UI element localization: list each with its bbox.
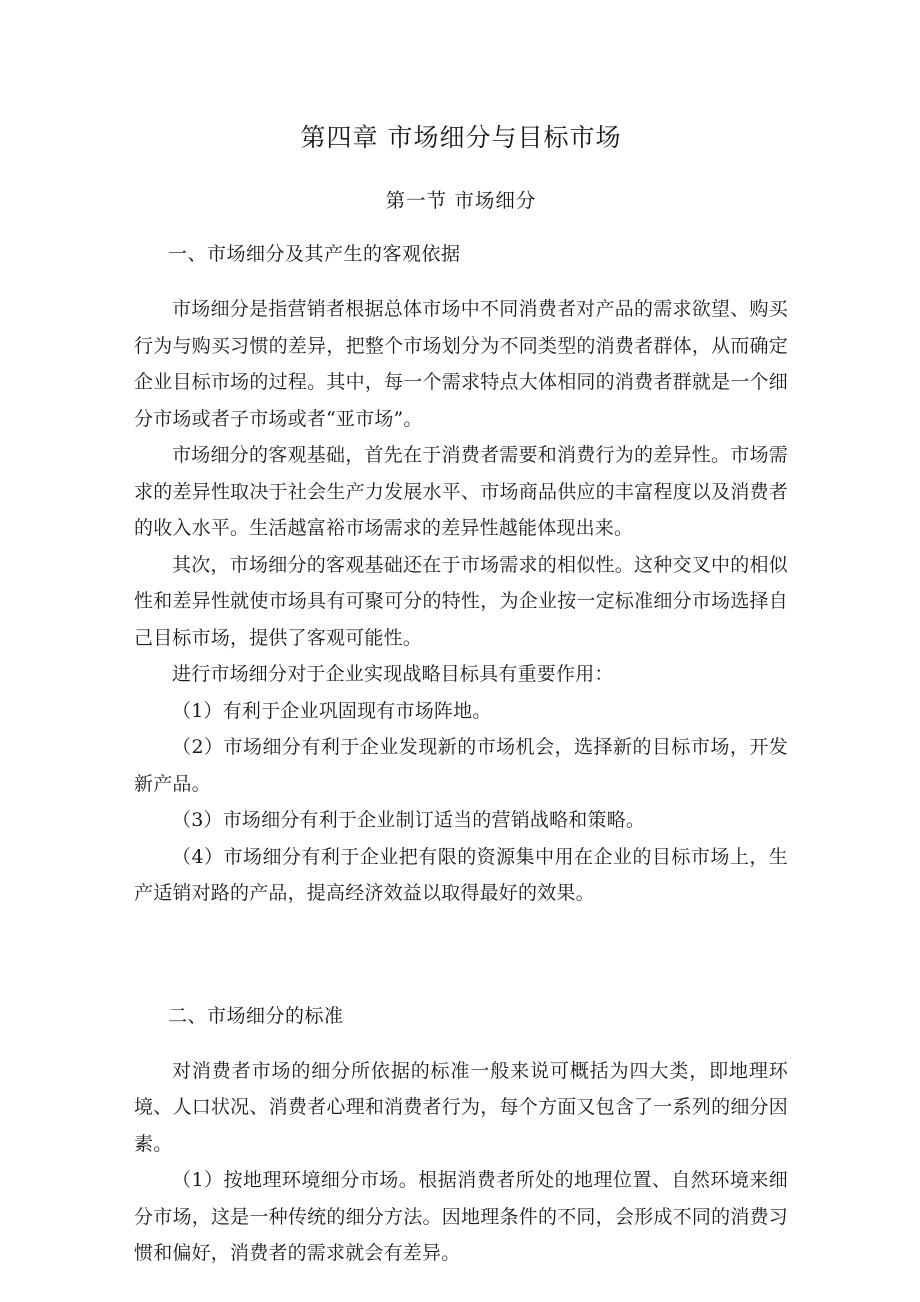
paragraph: 其次，市场细分的客观基础还在于市场需求的相似性。这种交叉中的相似性和差异性就使市场具有可聚可分的特性，为企业按一定标准细分市场选择自己目标市场，提供了客观可能性。: [134, 553, 788, 649]
paragraph: 对消费者市场的细分所依据的标准一般来说可概括为四大类，即地理环境、人口状况、消费者心理和消费者行为，每个方面又包含了一系列的细分因素。: [134, 1059, 788, 1155]
paragraph: 进行市场细分对于企业实现战略目标具有重要作用：: [172, 663, 614, 685]
list-item: （4）市场细分有利于企业把有限的资源集中用在企业的目标市场上，生产适销对路的产品，提高经济效益以取得最好的效果。: [134, 845, 788, 904]
section-heading-2: 二、市场细分的标准: [168, 1004, 344, 1027]
paragraph: 市场细分是指营销者根据总体市场中不同消费者对产品的需求欲望、购买行为与购买习惯的差异，把整个市场划分为不同类型的消费者群体，从而确定企业目标市场的过程。其中，每一个需求特点大体相同的消费者群就是一个细分市场或者子市场或者“亚市场”。: [134, 298, 788, 430]
list-item: （1）按地理环境细分市场。根据消费者所处的地理位置、自然环境来细分市场，这是一种传统的细分方法。因地理条件的不同，会形成不同的消费习惯和偏好，消费者的需求就会有差异。: [134, 1169, 788, 1264]
paragraph: 市场细分的客观基础，首先在于消费者需要和消费行为的差异性。市场需求的差异性取决于社会生产力发展水平、市场商品供应的丰富程度以及消费者的收入水平。生活越富裕市场需求的差异性越能体现出来。: [134, 444, 788, 539]
document-body: [134, 0, 788, 1272]
page-title: 第四章 市场细分与目标市场: [300, 123, 622, 152]
list-item: （1）有利于企业巩固现有市场阵地。: [172, 699, 492, 722]
list-item: （2）市场细分有利于企业发现新的市场机会，选择新的目标市场，开发新产品。: [134, 736, 788, 795]
list-item: （3）市场细分有利于企业制订适当的营销战略和策略。: [172, 809, 646, 831]
section-heading-1: 一、市场细分及其产生的客观依据: [168, 243, 461, 265]
page-subtitle: 第一节 市场细分: [385, 189, 537, 212]
